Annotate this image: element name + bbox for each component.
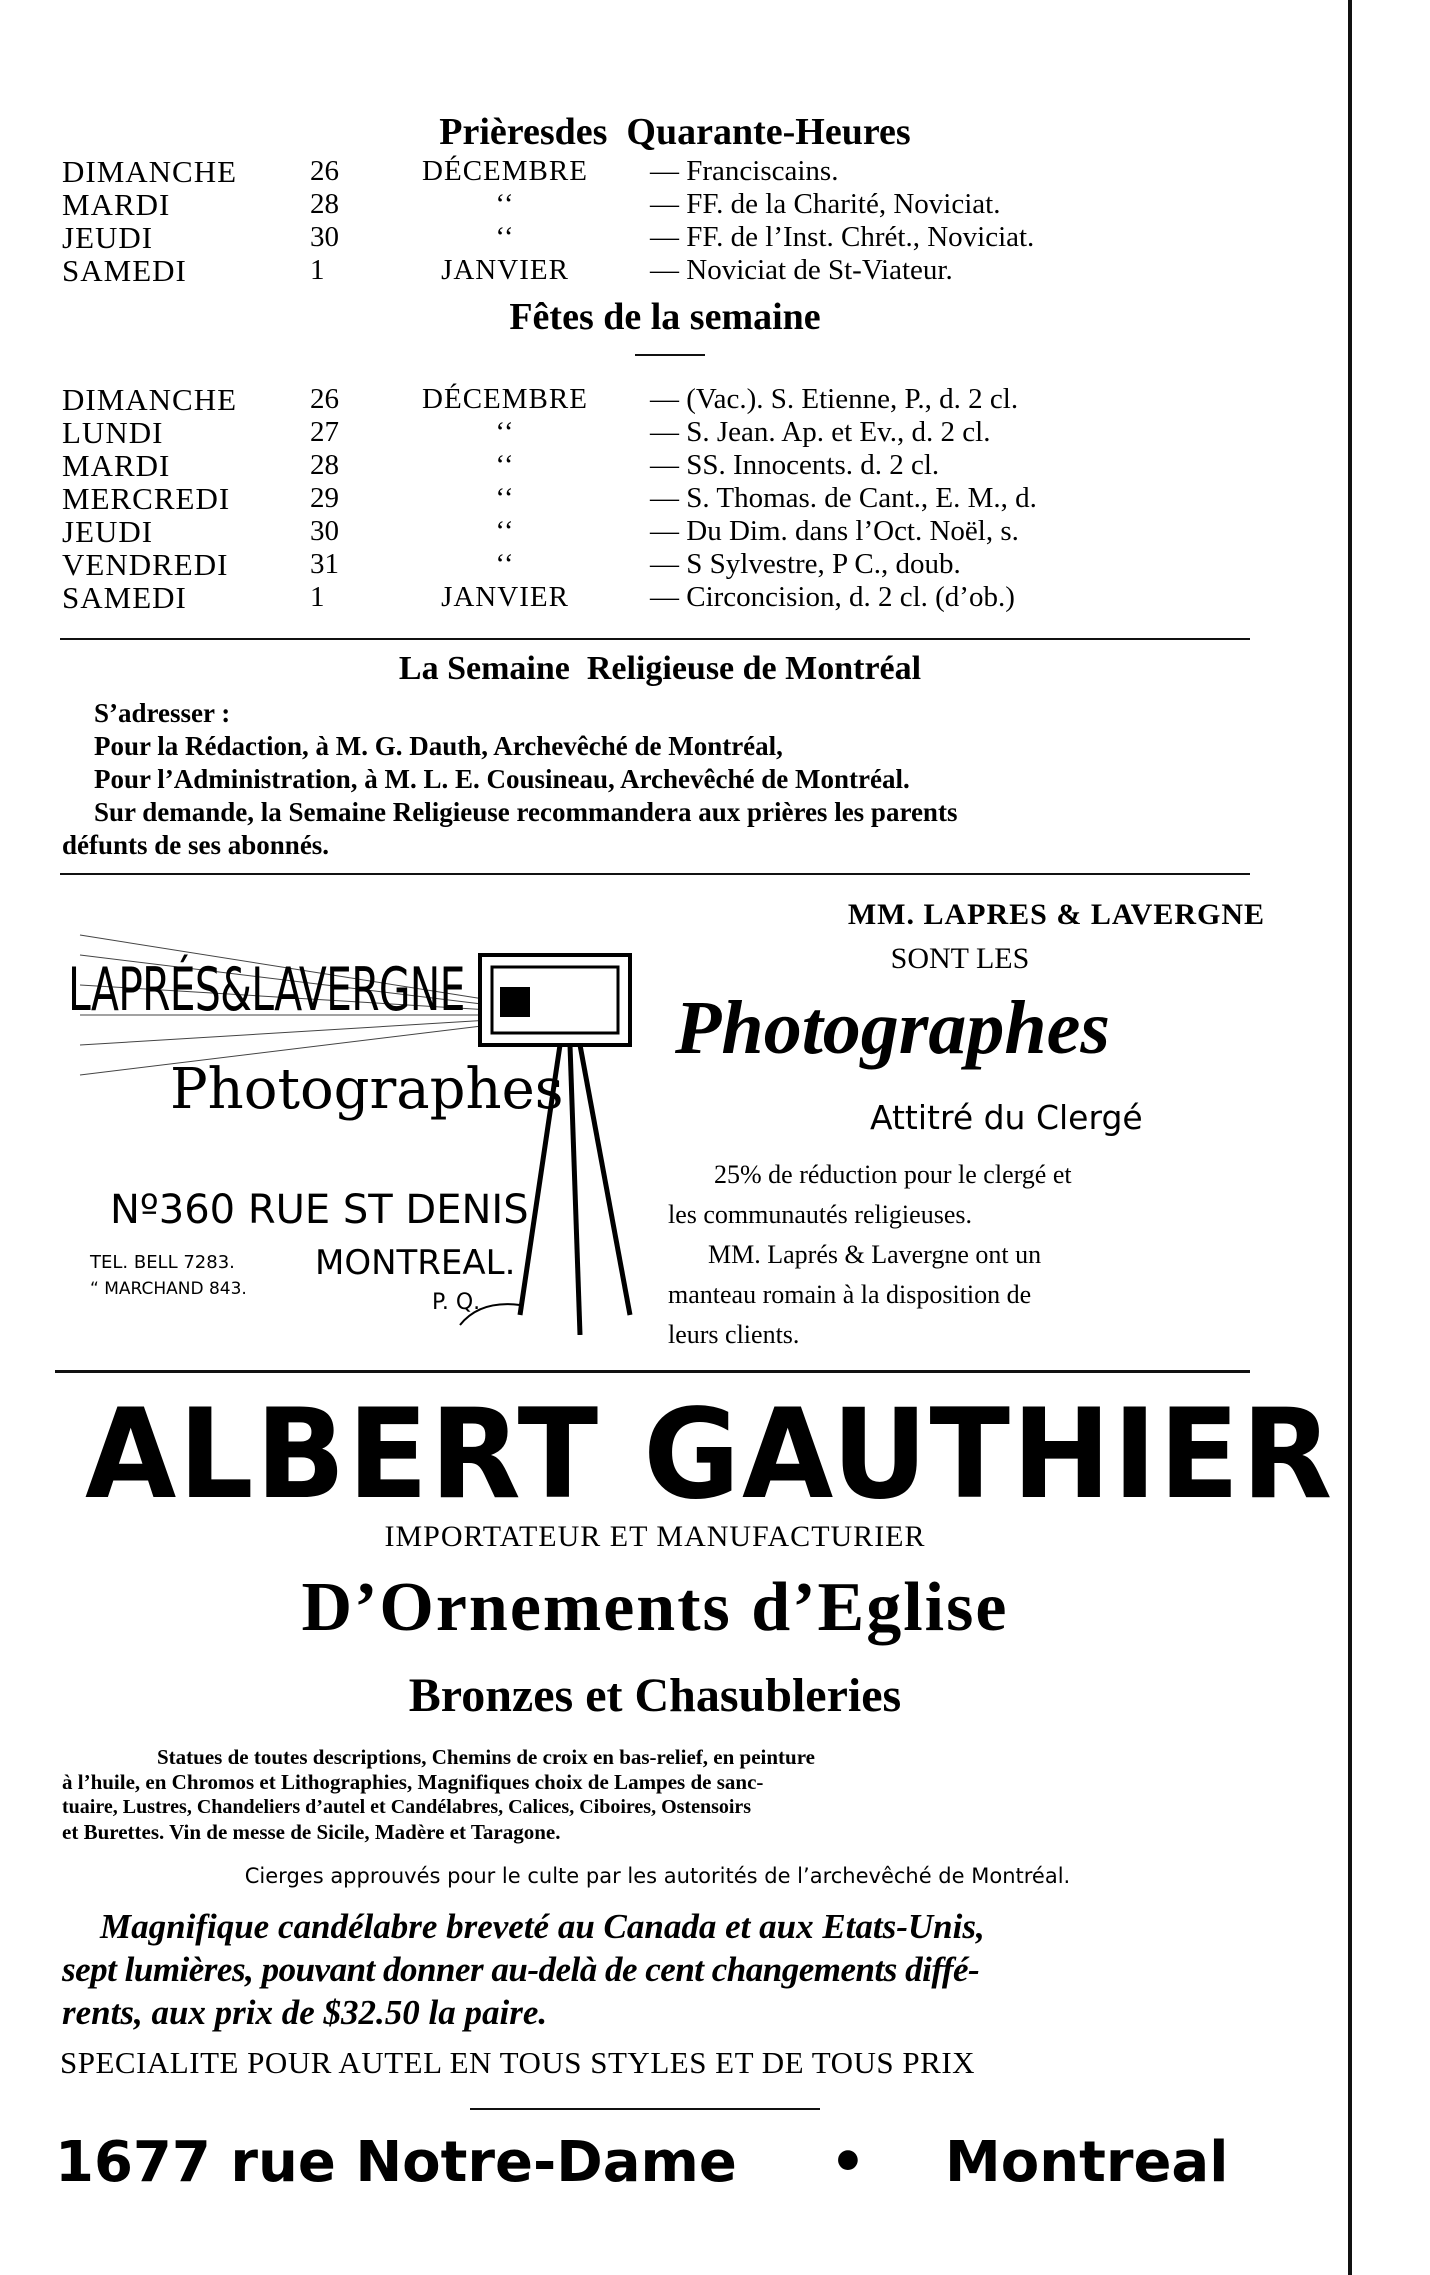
fetes-day: MARDI: [62, 448, 171, 483]
semaine-address-block: [62, 697, 1262, 862]
fetes-title: Fêtes de la semaine: [509, 296, 821, 338]
fetes-month: ‘‘: [495, 449, 515, 481]
semaine-line: Pour la Rédaction, à M. G. Dauth, Archevêché de Montréal,: [94, 731, 783, 761]
prieres-num: 30: [310, 221, 339, 253]
fetes-day: DIMANCHE: [62, 382, 238, 417]
lapres-right-line: manteau romain à la disposition de: [668, 1280, 1032, 1309]
semaine-title: La Semaine Religieuse de Montréal: [398, 650, 922, 687]
fetes-desc: — (Vac.). S. Etienne, P., d. 2 cl.: [650, 383, 1019, 415]
prieres-title: Prièresdes Quarante-Heures: [439, 111, 911, 153]
prieres-month: ‘‘: [495, 188, 515, 220]
lapres-right-attitre: Attitré du Clergé: [870, 1098, 1143, 1137]
prieres-desc: — Franciscains.: [650, 155, 839, 187]
gauthier-italic-line: sept lumières, pouvant donner au-delà de cent changements diffé-: [62, 1950, 980, 1989]
gauthier-desc-line: et Burettes. Vin de messe de Sicile, Madère et Taragone.: [62, 1820, 561, 1844]
prieres-day: DIMANCHE: [62, 154, 238, 189]
gauthier-subtitle: IMPORTATEUR ET MANUFACTURIER: [384, 1520, 926, 1553]
gauthier-footer-address: 1677 rue Notre-Dame: [55, 2130, 737, 2195]
lapres-right-line: les communautés religieuses.: [668, 1200, 972, 1229]
prieres-num: 28: [310, 188, 339, 220]
fetes-row: [62, 548, 1037, 581]
prieres-day: JEUDI: [62, 220, 154, 255]
semaine-line: Pour l’Administration, à M. L. E. Cousineau, Archevêché de Montréal.: [94, 764, 910, 794]
prieres-num: 26: [310, 155, 339, 187]
prieres-num: 1: [310, 254, 325, 286]
fetes-day: SAMEDI: [62, 580, 187, 615]
semaine-line: S’adresser :: [94, 698, 231, 728]
fetes-row: [62, 449, 1037, 482]
prieres-row: [62, 188, 1034, 221]
fetes-desc: — S Sylvestre, P C., doub.: [650, 548, 961, 580]
divider-2: [60, 873, 1250, 875]
gauthier-cierges: Cierges approuvés pour le culte par les autorités de l’archevêché de Montréal.: [244, 1864, 1071, 1888]
fetes-month: ‘‘: [495, 482, 515, 514]
prieres-day: MARDI: [62, 187, 171, 222]
fetes-day: JEUDI: [62, 514, 154, 549]
fetes-month: ‘‘: [495, 515, 515, 547]
gauthier-footer-city: Montreal: [945, 2130, 1229, 2195]
gauthier-desc-line: Statues de toutes descriptions, Chemins de croix en bas-relief, en peinture: [157, 1745, 815, 1769]
lapres-right-text: [668, 1155, 1263, 1355]
prieres-day: SAMEDI: [62, 253, 187, 288]
gauthier-bronzes: Bronzes et Chasubleries: [408, 1669, 902, 1722]
gauthier-name: ALBERT GAUTHIER: [85, 1381, 1335, 1527]
fetes-num: 27: [310, 416, 339, 448]
lapres-right-sont: SONT LES: [890, 942, 1030, 975]
gauthier-italic-line: rents, aux prix de $32.50 la paire.: [62, 1993, 548, 2032]
gauthier-ornements: D’Ornements d’Eglise: [301, 1569, 1009, 1646]
prieres-row: [62, 155, 1034, 188]
prieres-row: [62, 254, 1034, 287]
lapres-logo: [60, 895, 660, 1335]
fetes-month: DÉCEMBRE: [422, 383, 588, 415]
fetes-num: 26: [310, 383, 339, 415]
prieres-month: ‘‘: [495, 221, 515, 253]
fetes-day: LUNDI: [62, 415, 164, 450]
gauthier-description: [62, 1745, 1257, 1845]
prieres-desc: — FF. de l’Inst. Chrét., Noviciat.: [650, 221, 1035, 253]
fetes-day: VENDREDI: [62, 547, 229, 582]
fetes-day: MERCREDI: [62, 481, 231, 516]
lapres-logo-sub: Photographes: [170, 1057, 564, 1122]
fetes-desc: — SS. Innocents. d. 2 cl.: [650, 449, 940, 481]
gauthier-specialite: SPECIALITE POUR AUTEL EN TOUS STYLES ET DE TOUS PRIX: [60, 2045, 976, 2080]
fetes-table: [62, 383, 1037, 614]
gauthier-desc-line: tuaire, Lustres, Chandeliers d’autel et Candélabres, Calices, Ciboires, Ostensoirs: [62, 1796, 752, 1818]
lapres-right-line: leurs clients.: [668, 1320, 800, 1349]
fetes-month: JANVIER: [441, 581, 569, 613]
fetes-num: 31: [310, 548, 339, 580]
fetes-num: 28: [310, 449, 339, 481]
gauthier-desc-line: à l’huile, en Chromos et Lithographies, Magnifiques choix de Lampes de sanc-: [62, 1770, 764, 1794]
lapres-tel-bell: TEL. BELL 7283.: [90, 1252, 235, 1273]
gauthier-italic-line: Magnifique candélabre breveté au Canada et aux Etats-Unis,: [100, 1907, 985, 1946]
fetes-row: [62, 581, 1037, 614]
prieres-desc: — FF. de la Charité, Noviciat.: [650, 188, 1001, 220]
fetes-desc: — Circoncision, d. 2 cl. (d’ob.): [650, 581, 1015, 613]
prieres-table: [62, 155, 1034, 287]
prieres-desc: — Noviciat de St-Viateur.: [650, 254, 953, 286]
fetes-row: [62, 416, 1037, 449]
lapres-right-line: MM. Laprés & Lavergne ont un: [708, 1240, 1042, 1269]
divider-1: [60, 638, 1250, 640]
fetes-month: ‘‘: [495, 416, 515, 448]
prieres-month: DÉCEMBRE: [422, 155, 588, 187]
fetes-title-underline: [635, 354, 705, 356]
lapres-address: Nº360 RUE ST DENIS: [110, 1187, 529, 1233]
fetes-month: ‘‘: [495, 548, 515, 580]
lapres-province: P. Q.: [432, 1290, 481, 1315]
gauthier-italic-block: [62, 1905, 1262, 2034]
lapres-tel-marchand: “ MARCHAND 843.: [90, 1279, 247, 1299]
fetes-row: [62, 515, 1037, 548]
prieres-month: JANVIER: [441, 254, 569, 286]
divider-3: [55, 1370, 1250, 1373]
lapres-right-heading: MM. LAPRES & LAVERGNE: [847, 898, 1265, 931]
lapres-right-line: 25% de réduction pour le clergé et: [714, 1160, 1072, 1189]
divider-4: [470, 2108, 820, 2110]
fetes-desc: — S. Thomas. de Cant., E. M., d.: [650, 482, 1037, 514]
lapres-right-photographes: Photographes: [675, 986, 1110, 1070]
semaine-line: Sur demande, la Semaine Religieuse recommandera aux prières les parents: [94, 797, 958, 827]
gauthier-footer-bullet: •: [830, 2130, 866, 2195]
fetes-num: 29: [310, 482, 339, 514]
fetes-row: [62, 482, 1037, 515]
fetes-row: [62, 383, 1037, 416]
fetes-desc: — Du Dim. dans l’Oct. Noël, s.: [650, 515, 1019, 547]
fetes-num: 30: [310, 515, 339, 547]
lapres-city: MONTREAL.: [315, 1243, 516, 1283]
fetes-desc: — S. Jean. Ap. et Ev., d. 2 cl.: [650, 416, 991, 448]
lapres-logo-main: LAPRÉS&LAVERGNE: [68, 955, 465, 1025]
semaine-line: défunts de ses abonnés.: [62, 830, 330, 860]
prieres-row: [62, 221, 1034, 254]
page-edge-rule: [1348, 0, 1352, 2275]
fetes-num: 1: [310, 581, 325, 613]
